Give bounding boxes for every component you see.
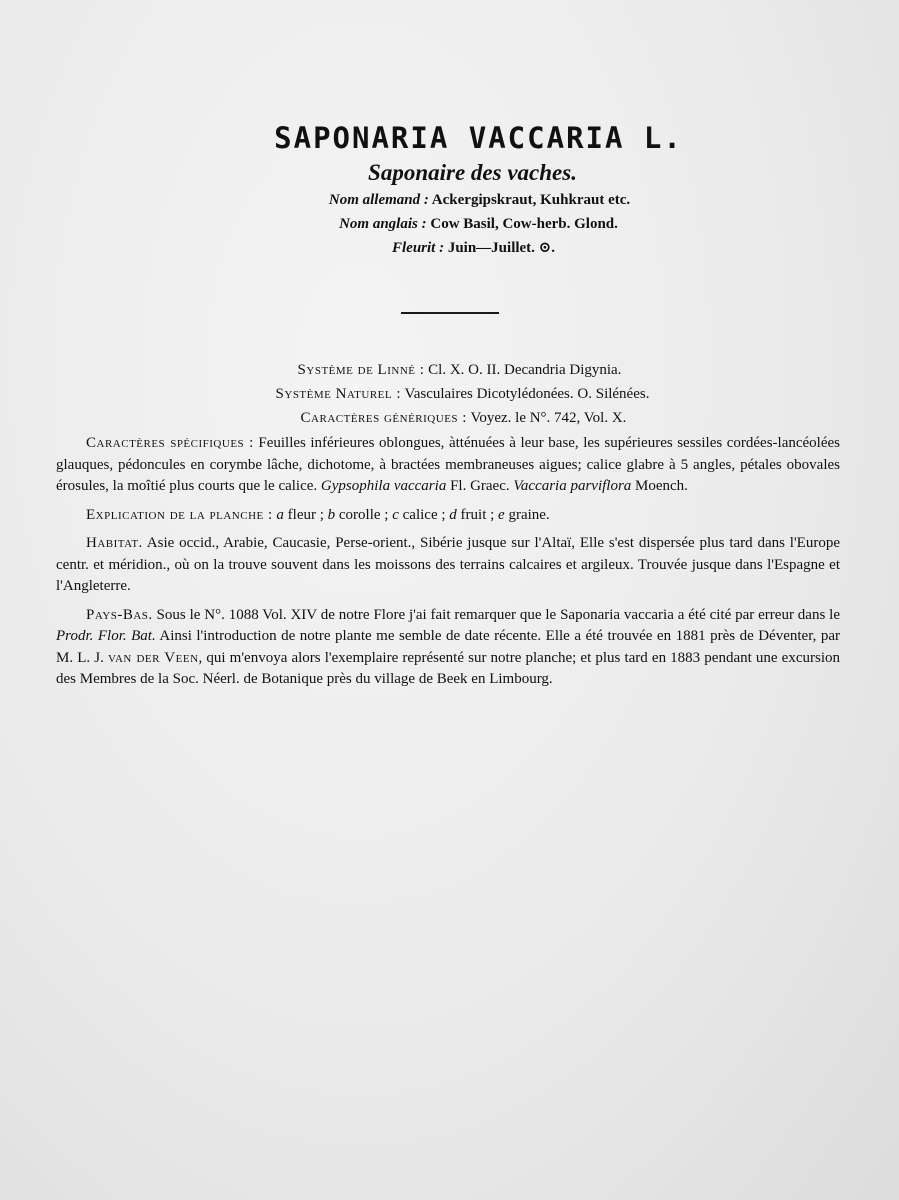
plate-explanation-paragraph [56,505,840,527]
natural-system-line [26,382,899,406]
divider-rule [401,312,499,314]
synonym-gypsophila-author: Fl. Graec. [446,478,514,494]
netherlands-text-2: Ainsi l'introduction de notre plante me semble de date récente. Elle a été trouvée en 1881 près de Déventer, par M. L. J. [56,628,840,666]
systems-block [0,358,899,430]
linne-system-line [20,358,899,382]
specific-characters-paragraph [56,433,840,498]
natural-system-label: Système Naturel : [275,386,402,402]
page-subtitle: Saponaire des vaches. [368,160,577,185]
collector-name: van der Veen [107,649,199,666]
netherlands-paragraph [56,605,840,691]
english-name-value: Cow Basil, Cow-herb. Glond. [430,216,618,232]
specific-characters-text: Feuilles inférieures oblongues, àtténuées à leur base, les supérieures sessiles cordées-lancéolées glauques, pédoncules en corymbe lâche, dichotome, à bractées membraneuses aigues; calice glabre à 5 angles, pétales obovales érosules, la moîtié plus courts que le calice. [56,435,840,494]
german-name-value: Ackergipskraut, Kuhkraut etc. [431,192,631,208]
netherlands-label: Pays-Bas. [86,606,153,623]
english-name-label: Nom anglais : [339,216,427,232]
plate-text-c: calice ; [398,506,450,523]
flowering-label: Fleurit : [391,240,445,256]
header [0,118,899,260]
habitat-text: Asie occid., Arabie, Caucasie, Perse-orient., Sibérie jusque sur l'Altaï, Elle s'est dispersée plus tard dans l'Europe centr. et méridion., où on la trouve souvent dans les moissons des terrains calcaires et argileux. Trouvée jusque dans l'Espagne et l'Angleterre. [56,535,840,594]
synonym-vaccaria-author: Moench. [631,478,688,494]
page-title: SAPONARIA VACCARIA L. [274,121,683,155]
generic-characters-label: Caractères génériques : [300,410,467,426]
plate-text-b: corolle ; [335,506,393,523]
english-name-line [58,212,899,236]
description-body [56,433,840,698]
synonym-gypsophila: Gypsophila vaccaria [320,478,447,494]
german-name-line [60,188,899,212]
plate-text-e: graine. [504,506,550,523]
linne-system-label: Système de Linné : [297,362,425,378]
plate-letter-d: d [449,506,457,523]
natural-system-value: Vasculaires Dicotylédonées. O. Silénées. [404,386,650,402]
plate-letter-b: b [327,506,336,523]
plate-text-d: fruit ; [456,506,499,523]
plate-explanation-label: Explication de la planche : [86,506,273,523]
specific-characters-label: Caractères spécifiques : [86,435,254,451]
flowering-value: Juin—Juillet. ⊙. [447,240,555,256]
generic-characters-line [28,406,899,430]
linne-system-value: Cl. X. O. II. Decandria Digynia. [428,362,622,378]
habitat-label: Habitat. [86,535,143,551]
generic-characters-value: Voyez. le N°. 742, Vol. X. [470,410,627,426]
plate-letter-e: e [498,506,505,523]
german-name-label: Nom allemand : [328,192,429,208]
netherlands-text-1: Sous le N°. 1088 Vol. XIV de notre Flore j'ai fait remarquer que le Saponaria vaccaria a été cité par erreur dans le [152,606,840,623]
habitat-paragraph [56,533,840,598]
netherlands-text-3: , qui m'envoya alors l'exemplaire représenté sur notre planche; et plus tard en 1883 pendant une excursion des Membres de la Soc. Néerl. de Botanique près du village de Beek en Limbourg. [56,649,840,687]
prodromus-reference: Prodr. Flor. Bat. [56,628,156,644]
synonym-vaccaria: Vaccaria parviflora [513,478,632,494]
plate-letter-a: a [276,506,284,523]
plate-text-a: fleur ; [283,506,328,523]
plate-letter-c: c [392,506,399,523]
flowering-line [48,236,899,260]
